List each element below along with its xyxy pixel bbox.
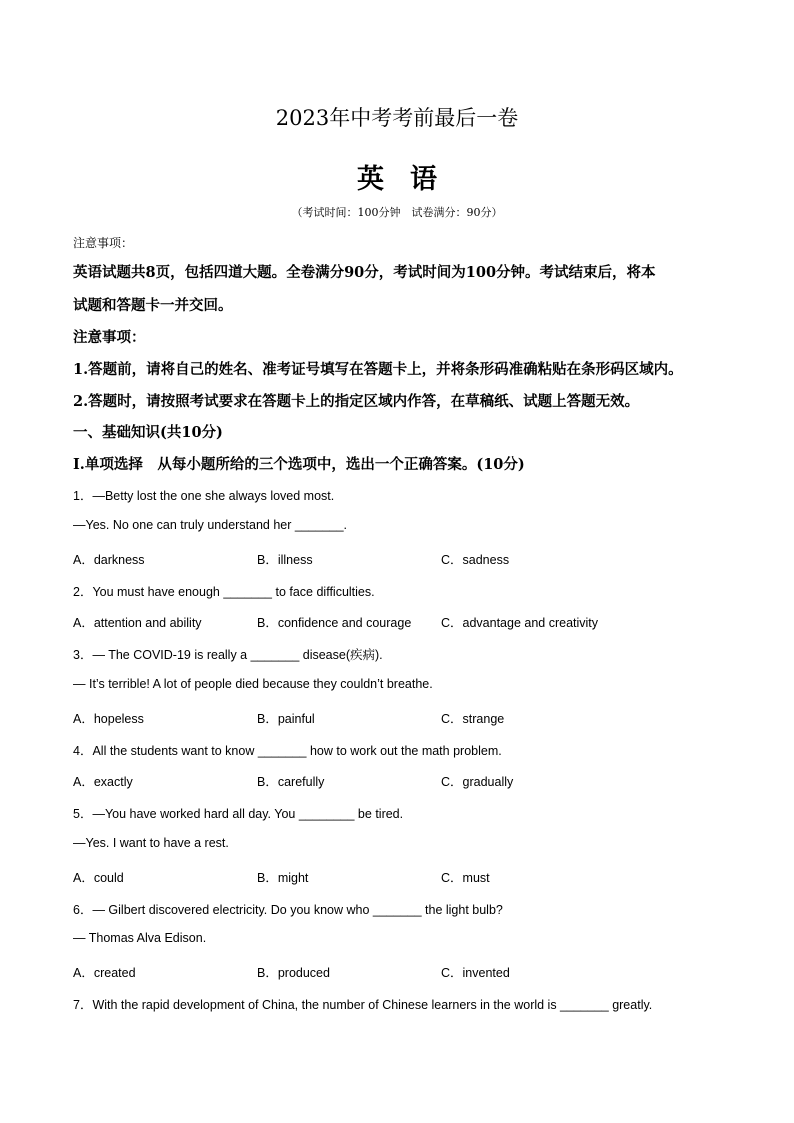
- question-stem: 1．—Betty lost the one she always loved most.: [73, 489, 335, 503]
- option-b: B．painful: [257, 712, 315, 726]
- notice-item-1: 1.答题前，请将自己的姓名、准考证号填写在答题卡上，并将条形码准确粘贴在条形码区域内。: [73, 361, 683, 378]
- option-a: A．could: [73, 871, 124, 885]
- question-stem: 6．— Gilbert discovered electricity. Do you know who _______ the light bulb?: [73, 903, 503, 917]
- question-stem: 5．—You have worked hard all day. You ________ be tired.: [73, 807, 404, 821]
- subject-title: 英语: [357, 164, 463, 195]
- question-stem: 4．All the students want to know _______ how to work out the math problem.: [73, 744, 502, 758]
- option-c: C．strange: [441, 712, 505, 726]
- notice-small-label: 注意事项：: [73, 236, 134, 250]
- option-a: A．exactly: [73, 775, 133, 789]
- notice-label: 注意事项：: [73, 329, 146, 346]
- option-c: C．advantage and creativity: [441, 616, 599, 630]
- option-a: A．attention and ability: [73, 616, 202, 630]
- section-heading: 一、基础知识(共10分): [73, 424, 223, 441]
- option-a: A．darkness: [73, 553, 145, 567]
- option-b: B．might: [257, 871, 309, 885]
- exam-title: 2023年中考考前最后一卷: [275, 106, 519, 130]
- notice-paragraph-line2: 试题和答题卡一并交回。: [73, 297, 233, 314]
- option-c: C．gradually: [441, 775, 514, 789]
- option-a: A．created: [73, 966, 136, 980]
- question-stem-line2: —Yes. No one can truly understand her _______.: [73, 518, 348, 532]
- option-b: B．carefully: [257, 775, 325, 789]
- option-c: C．invented: [441, 966, 510, 980]
- notice-paragraph-line1: 英语试题共8页，包括四道大题。全卷满分90分，考试时间为100分钟。考试结束后，将本: [73, 264, 656, 281]
- question-stem-line2: —Yes. I want to have a rest.: [73, 836, 229, 850]
- exam-info: （考试时间：100分钟 试卷满分：90分）: [291, 206, 503, 219]
- option-b: B．confidence and courage: [257, 616, 412, 630]
- option-c: C．sadness: [441, 553, 510, 567]
- notice-item-2: 2.答题时，请按照考试要求在答题卡上的指定区域内作答，在草稿纸、试题上答题无效。: [73, 393, 640, 410]
- option-c: C．must: [441, 871, 490, 885]
- question-stem: 7．With the rapid development of China, the number of Chinese learners in the world is _______ greatly.: [73, 998, 653, 1012]
- option-b: B．illness: [257, 553, 313, 567]
- question-stem-line2: — Thomas Alva Edison.: [73, 931, 207, 945]
- question-stem: 3．— The COVID-19 is really a _______ disease(疾病).: [73, 648, 383, 662]
- option-b: B．produced: [257, 966, 330, 980]
- part-heading: I.单项选择 从每小题所给的三个选项中，选出一个正确答案。(10分): [73, 456, 525, 473]
- question-stem-line2: — It’s terrible! A lot of people died because they couldn’t breathe.: [73, 677, 433, 691]
- question-stem: 2．You must have enough _______ to face difficulties.: [73, 585, 375, 599]
- option-a: A．hopeless: [73, 712, 144, 726]
